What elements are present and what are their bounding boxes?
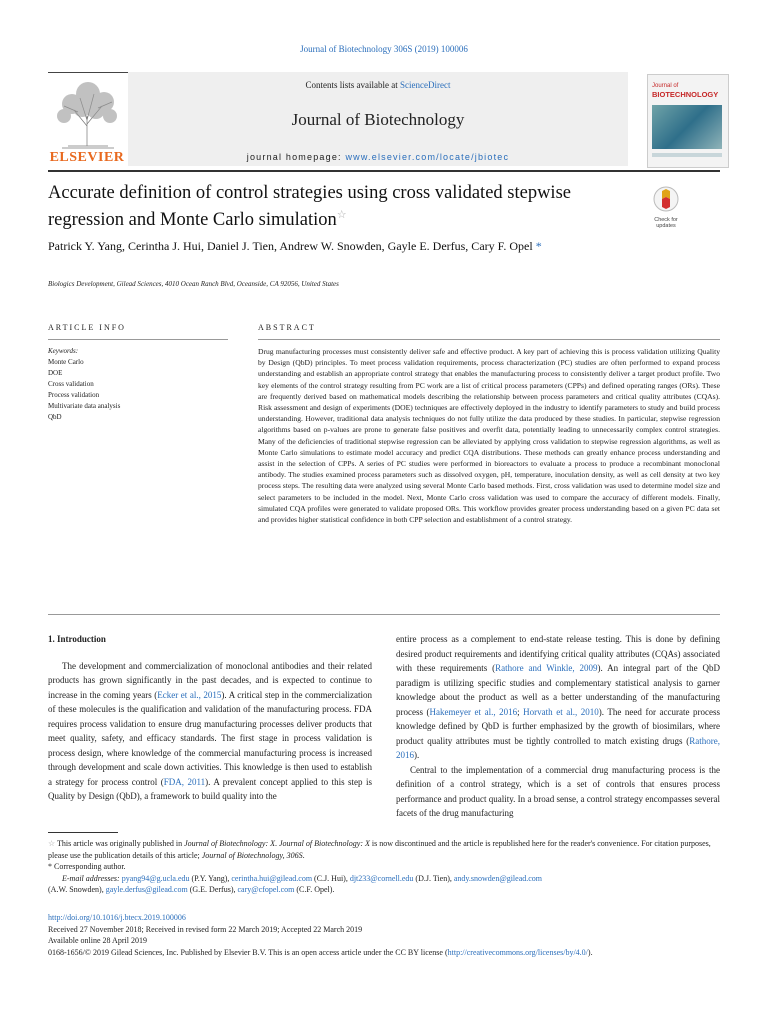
text-run: ; [517,706,524,717]
publisher-wordmark: ELSEVIER [49,150,125,165]
license-link[interactable]: http://creativecommons.org/licenses/by/4.0/ [447,947,588,957]
body-column-right [396,632,720,821]
text-run: (C.J. Hui), [312,873,350,883]
abstract-text: Drug manufacturing processes must consistently deliver safe and effective product. A key part of achieving this is process validation utilizing Quality by Design (QbD) principles. To meet process validation requirements, process characterization (PC) studies are often performed to expand process understanding and establish an appropriate control strategy that enables the manufacturing process to consistently deliver a target product profile. Two key elements of the control strategy resulting from PC work are a list of critical process parameters (CPPs) and defined operating ranges (ORs). These are frequently derived based on mathematical models describing the relationship between process parameters and critical quality attributes (CQAs). Risk assessment and design of experiments (DOE) techniques are effectively deployed in the industry to identify parameters to study and build process understanding. However, traditional data analysis techniques do not fully utilize the data produced by these studies. In particular, stepwise regression algorithms based on p-values are prone to generate false positives and overfit data, potentially leading to unnecessarily complex control strategies. Many of the deficiencies of traditional stepwise regression can be alleviated by applying cross validation to stepwise regression algorithms, as well as Monte Carlo simulations to estimate model accuracy and predict CQA distributions. These methods can greatly enhance process understanding and assist in the selection of CPPs. A series of PC studies were performed in bioreactors to evaluate a process to produce a recombinant monoclonal antibody. The studies examined process parameters such as dissolved oxygen, pH, temperature, inoculation density, as well as cell density at two key process steps. The resulting data were analyzed using several Monte Carlo based methods. First, cross validation was used to determine model size and select parameters to be included in the model. Next, Monte Carlo cross validation was used to compare the accuracy of different models. Finally, simulated CQA profiles were generated to validate proposed ORs. This workflow provides greater process understanding based on a given PC data set and provides higher statistical confidence in both CPP selection and establishment of a control strategy. [258,347,720,525]
license-line [48,947,720,959]
email-label: E-mail addresses: [62,873,122,883]
article-title-text: Accurate definition of control strategies using cross validated stepwise regression and Monte Carlo simulation [48,183,571,231]
journal-name: Journal of Biotechnology: X [279,839,370,848]
citation-link[interactable]: FDA, 2011 [163,776,206,787]
abstract-heading: ABSTRACT [258,323,316,332]
text-run: ). [587,947,593,957]
journal-name: Journal of Biotechnology, 306S [201,850,303,860]
keywords-label: Keywords: [48,347,79,355]
citation-link[interactable]: Hakemeyer et al., 2016 [429,706,518,717]
citation-link[interactable]: Rathore and Winkle, 2009 [495,663,598,673]
footnotes [48,838,720,896]
text-run: (C.F. Opel). [294,885,335,894]
journal-title: Journal of Biotechnology [291,110,465,129]
text-run: entire process as a complement to end-state release testing. This is done by defining desired product requirements and identifying critical quality attributes (CQAs) associated with these requirements ( [396,634,720,673]
text-run: (P.Y. Yang), [189,873,232,883]
text-run: 0168-1656/© 2019 Gilead Sciences, Inc. Published by Elsevier B.V. This is an open access article under the CC BY license ( [48,947,448,957]
intro-paragraph-2: Central to the implementation of a commercial drug manufacturing process is the definition of a control strategy, which is a set of controls that ensures process performance and product quality. In a broad sense, a control strategy encompasses several facets of the drug manufacturing [396,764,720,818]
contents-line [128,80,628,90]
text-run: ). An integral part of the QbD paradigm is utilizing specific studies and complementary statistical analysis to garner knowledge about the product as well as a better understanding of the manufacturing process ( [396,663,720,717]
check-updates-icon [653,186,679,212]
cover-footer-band [652,153,722,157]
journal-name: Journal of Biotechnology: X [184,839,275,848]
check-updates-label: Check for updates [654,217,678,229]
header-rule [48,170,720,172]
text-run: (G.E. Derfus), [187,885,238,894]
email-link[interactable]: gayle.derfus@gilead.com [105,885,188,894]
abstract-rule [258,339,720,340]
section-heading-introduction: 1. Introduction [48,634,106,644]
footnote-republished [48,838,720,861]
keyword: Process validation [48,391,100,399]
journal-homepage [128,152,628,162]
text-run: ). [414,750,420,760]
cover-image [652,105,722,149]
homepage-link[interactable]: www.elsevier.com/locate/jbiotec [345,152,510,162]
article-title [48,182,608,231]
keywords-block [48,346,228,423]
intro-paragraph-1-continued [396,632,720,763]
title-footnote-mark[interactable]: ☆ [336,209,347,221]
corresponding-author-mark[interactable]: * [535,239,542,253]
citation-link[interactable]: Rathore, 2016 [396,735,720,760]
homepage-prefix: journal homepage: [246,152,346,162]
text-run: ). The need for accurate process knowledge defined by QbD is further emphasized by the growth of biosimilars, where product quality attributes must be tightly controlled to match existing drugs ( [396,706,720,746]
cover-title-text: BIOTECHNOLOGY [652,90,719,99]
abstract-bottom-rule [48,614,720,615]
running-head[interactable]: Journal of Biotechnology 306S (2019) 100006 [300,44,468,54]
author-list [48,238,608,255]
email-link[interactable]: cerintha.hui@gilead.com [231,873,313,883]
text-run: Corresponding author. [52,862,126,871]
text-run: (A.W. Snowden), [48,885,106,894]
email-link[interactable]: andy.snowden@gilead.com [453,873,543,883]
available-online: Available online 28 April 2019 [48,936,147,946]
citation-link[interactable]: Horvath et al., 2010 [523,706,599,717]
received-dates: Received 27 November 2018; Received in revised form 22 March 2019; Accepted 22 March 2019 [48,924,363,934]
affiliation: Biologics Development, Gilead Sciences, 4010 Ocean Ranch Blvd, Oceanside, CA 92056, United States [48,280,339,288]
text-run: . [275,839,279,848]
keyword: DOE [48,369,63,377]
sciencedirect-link[interactable]: ScienceDirect [400,80,451,90]
text-run: . [302,850,305,860]
article-metadata [48,912,720,958]
keyword: QbD [48,413,62,421]
article-info-heading: ARTICLE INFO [48,323,126,332]
check-for-updates-badge[interactable] [648,186,684,229]
journal-cover-thumbnail[interactable] [647,74,729,168]
footnote-emails-continued [48,884,720,896]
citation-link[interactable]: Ecker et al., 2015 [157,689,222,700]
email-link[interactable]: cary@cfopel.com [237,885,295,894]
text-run: (D.J. Tien), [413,873,454,883]
footnote-asterisk: * [48,862,52,871]
intro-paragraph-1 [48,659,372,804]
contents-prefix: Contents lists available at [305,80,400,90]
keyword: Multivariate data analysis [48,402,121,410]
text-run: The development and commercialization of monoclonal antibodies and their related products has grown significantly in the past decades, and is expected to continue to increase in the coming years ( [48,660,372,700]
body-column-left [48,632,372,804]
text-run: is now discontinued and the article is republished here for the reader's convenience. For citation purposes, please use the publication details of this article; [48,839,711,860]
author-names: Patrick Y. Yang, Cerintha J. Hui, Daniel J. Tien, Andrew W. Snowden, Gayle E. Derfus, Cary F. Opel [48,239,533,253]
article-info-rule [48,339,228,340]
keyword: Monte Carlo [48,358,84,366]
text-run: ). A prevalent concept applied to this step is Quality by Design (QbD), a framework to build quality into the [48,776,373,801]
text-run: ). A critical step in the commercialization of these molecules is the qualification and validation of the manufacturing process. FDA requires process validation to ensure drug manufacturing processes deliver products that meet quality, safety, and efficacy standards. The first stage in process validation is process design, where knowledge of the commercial manufacturing process is increased through development and scale down activities. This knowledge is then used to establish a strategy for process control ( [48,689,372,787]
footnote-emails [48,873,720,885]
footnote-star-mark: ☆ [48,839,56,848]
text-run: This article was originally published in [55,839,185,848]
email-link[interactable]: pyang94@g.ucla.edu [121,873,190,883]
footnote-corresponding [48,861,720,873]
email-link[interactable]: djt233@cornell.edu [349,873,414,883]
keyword: Cross validation [48,380,94,388]
cover-top-text: Journal of [652,83,679,89]
footnote-rule [48,832,118,833]
doi-link[interactable]: http://doi.org/10.1016/j.btecx.2019.100006 [48,913,186,922]
